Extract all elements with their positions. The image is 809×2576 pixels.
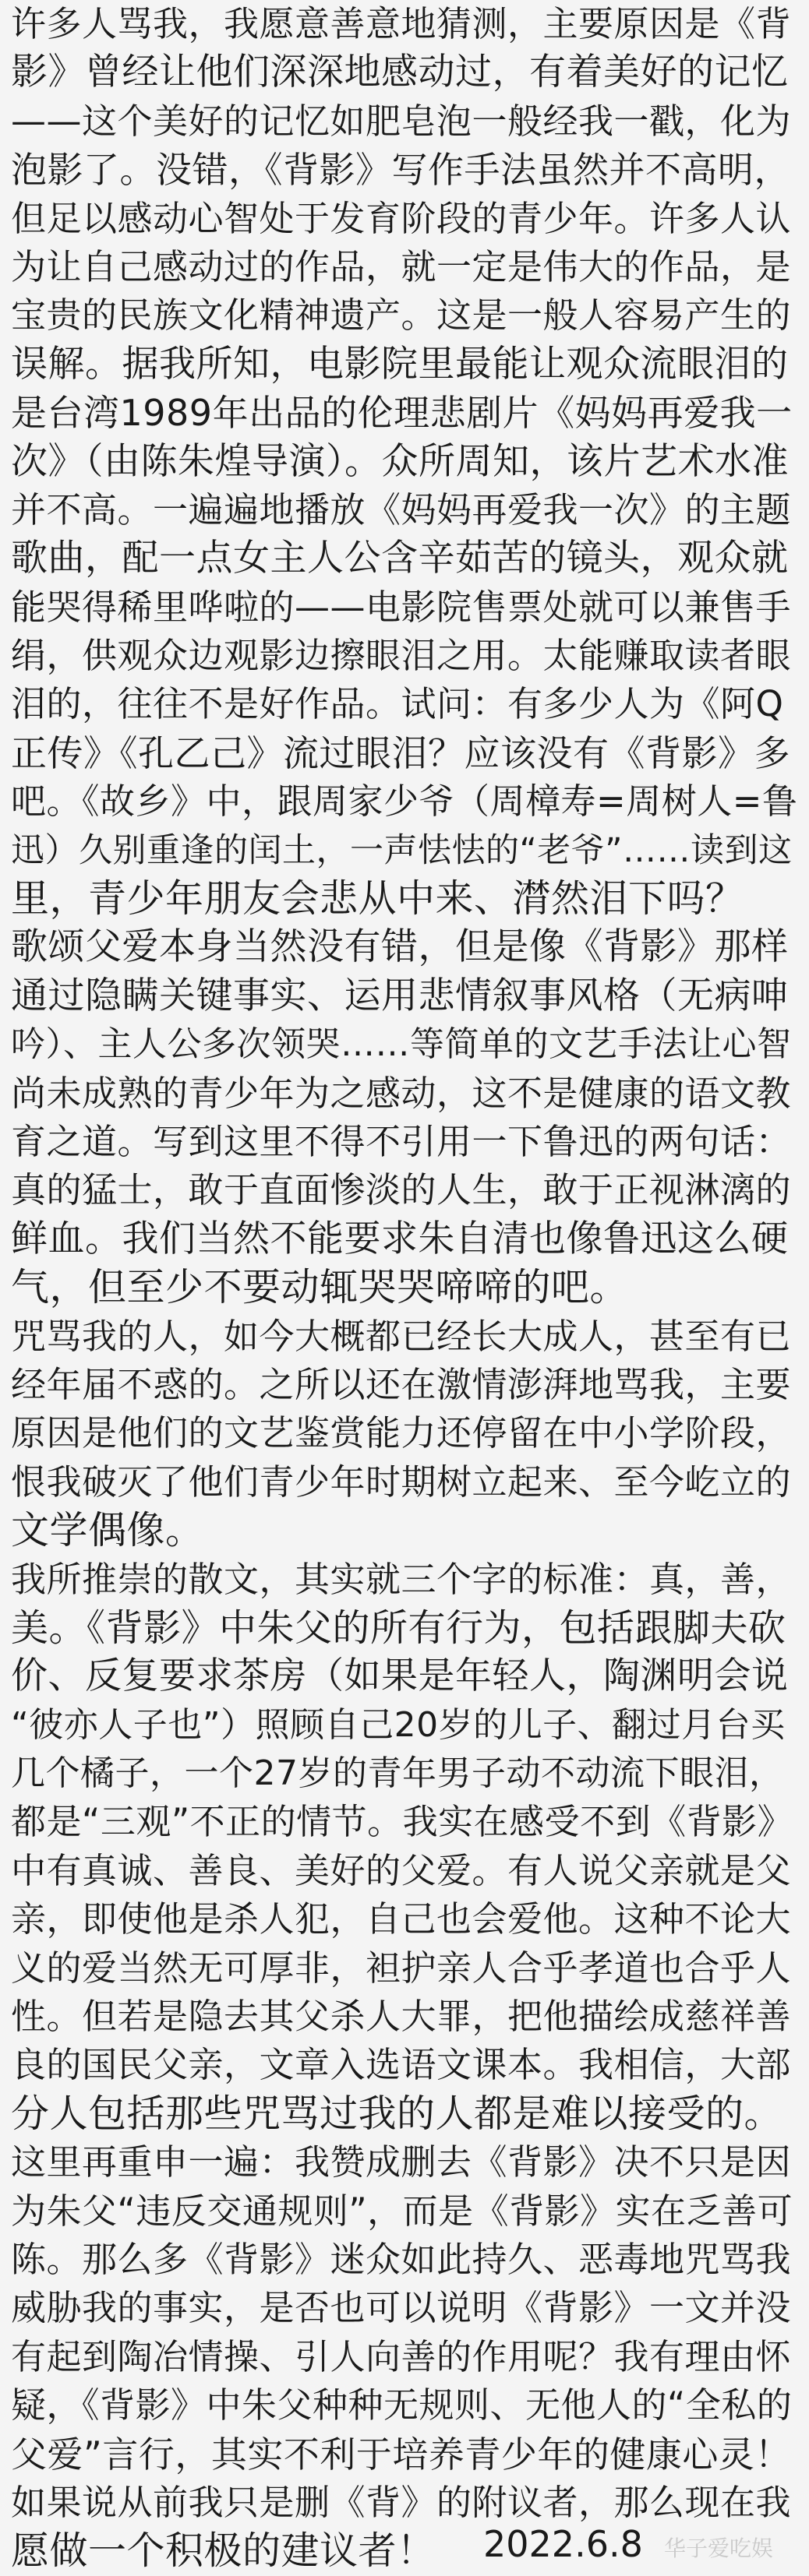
text-line: 歌曲，配一点女主人公含辛茹苦的镜头，观众就: [11, 537, 789, 580]
text-line: 文学偶像。: [11, 1508, 204, 1553]
article-date: 2022.6.8: [483, 2523, 643, 2565]
text-line: 误解。据我所知，电影院里最能让观众流眼泪的: [11, 342, 789, 386]
text-line: 迅）久别重逢的闰土，一声怯怯的“老爷”……读到这: [11, 830, 793, 870]
source-watermark: 华子爱吃娱: [664, 2535, 774, 2561]
text-line: 咒骂我的人，如今大概都已经长大成人，甚至有已: [11, 1315, 792, 1357]
text-line: 有起到陶冶情操、引人向善的作用呢？我有理由怀: [11, 2335, 792, 2377]
text-line: 为朱父“违反交通规则”，而是《背影》实在乏善可: [11, 2190, 793, 2232]
text-line: 义的爱当然无可厚非，袒护亲人合乎孝道也合乎人: [11, 1947, 792, 1989]
text-line: 但足以感动心智处于发育阶段的青少年。许多人认: [11, 197, 792, 239]
text-line: 能哭得稀里哗啦的——电影院售票处就可以兼售手: [11, 586, 792, 628]
text-line: 我所推崇的散文，其实就三个字的标准：真，善，: [11, 1558, 792, 1600]
text-line: 经年届不惑的。之所以还在激情澎湃地骂我，主要: [11, 1363, 792, 1405]
text-line: 恨我破灭了他们青少年时期树立起来、至今屹立的: [11, 1461, 792, 1503]
text-line: 并不高。一遍遍地播放《妈妈再爱我一次》的主题: [11, 488, 792, 530]
text-line: 美。《背影》中朱父的所有行为，包括跟脚夫砍: [11, 1605, 786, 1650]
text-line: 里，青少年朋友会悲从中来、潸然泪下吗？: [11, 876, 744, 922]
text-line: 鲜血。我们当然不能要求朱自清也像鲁迅这么硬: [11, 1217, 789, 1260]
text-line: 为让自己感动过的作品，就一定是伟大的作品，是: [11, 245, 792, 287]
article-body: [11, 0, 800, 2576]
text-line: 父爱”言行，其实不利于培养青少年的健康心灵！: [11, 2433, 791, 2476]
text-line: 中有真诚、善良、美好的父爱。有人说父亲就是父: [11, 1849, 792, 1891]
text-line: 良的国民父亲，文章入选语文课本。我相信，大部: [11, 2044, 792, 2086]
text-line: 都是“三观”不正的情节。我实在感受不到《背影》: [11, 1801, 793, 1843]
text-line: 气，但至少不要动辄哭哭啼啼的吧。: [11, 1265, 629, 1310]
text-line: 绢，供观众边观影边擦眼泪之用。太能赚取读者眼: [11, 635, 792, 677]
text-line: 亲，即使他是杀人犯，自己也会爱他。这种不论大: [11, 1898, 792, 1940]
text-line: “彼亦人子也”）照顾自己20岁的儿子、翻过月台买: [11, 1704, 786, 1745]
text-line: 影》曾经让他们深深地感动过，有着美好的记忆: [11, 51, 789, 94]
text-line: 如果说从前我只是删《背》的附议者，那么现在我: [11, 2481, 792, 2523]
text-line: 宝贵的民族文化精神遗产。这是一般人容易产生的: [11, 294, 792, 337]
text-line: 许多人骂我，我愿意善意地猜测，主要原因是《背: [11, 3, 792, 44]
text-line: 威胁我的事实，是否也可以说明《背影》一文并没: [11, 2287, 792, 2329]
text-line: 陈。那么多《背影》迷众如此持久、恶毒地咒骂我: [11, 2238, 792, 2280]
text-line: ——这个美好的记忆如肥皂泡一般经我一戳，化为: [11, 100, 792, 142]
text-line: 次》（由陈朱煌导演）。众所周知，该片艺术水准: [11, 439, 789, 483]
text-line: 分人包括那些咒骂过我的人都是难以接受的。: [11, 2091, 783, 2136]
text-line: 通过隐瞒关键事实、运用悲情叙事风格（无病呻: [11, 974, 789, 1017]
text-line: 疑，《背影》中朱父种种无规则、无他人的“全私的: [11, 2384, 793, 2426]
text-line: 泪的，往往不是好作品。试问：有多少人为《阿Q: [11, 683, 784, 725]
text-line: 真的猛士，敢于直面惨淡的人生，敢于正视淋漓的: [11, 1169, 792, 1211]
text-line: 歌颂父爱本身当然没有错，但是像《背影》那样: [11, 925, 789, 969]
text-line: 泡影了。没错，《背影》写作手法虽然并不高明，: [11, 149, 790, 192]
text-line: 价、反复要求茶房（如果是年轻人，陶渊明会说: [11, 1654, 789, 1698]
text-line: 育之道。写到这里不得不引用一下鲁迅的两句话：: [11, 1120, 792, 1162]
text-line: 是台湾1989年出品的伦理悲剧片《妈妈再爱我一: [11, 392, 793, 435]
text-line: 尚未成熟的青少年为之感动，这不是健康的语文教: [11, 1072, 792, 1114]
text-line: 原因是他们的文艺鉴赏能力还停留在中小学阶段，: [11, 1412, 792, 1454]
text-line: 吧。《故乡》中，跟周家少爷（周樟寿=周树人=鲁: [11, 781, 798, 823]
text-line: 这里再重申一遍：我赞成删去《背影》决不只是因: [11, 2141, 792, 2183]
text-line: 愿做一个积极的建议者！: [11, 2528, 436, 2574]
text-line: 吟）、主人公多次领哭……等简单的文艺手法让心智: [11, 1024, 792, 1065]
text-line: 正传》《孔乙己》流过眼泪？应该没有《背影》多: [11, 731, 790, 774]
text-line: 几个橘子，一个27岁的青年男子动不动流下眼泪，: [11, 1753, 784, 1794]
text-line: 性。但若是隐去其父杀人大罪，把他描绘成慈祥善: [11, 1996, 792, 2038]
